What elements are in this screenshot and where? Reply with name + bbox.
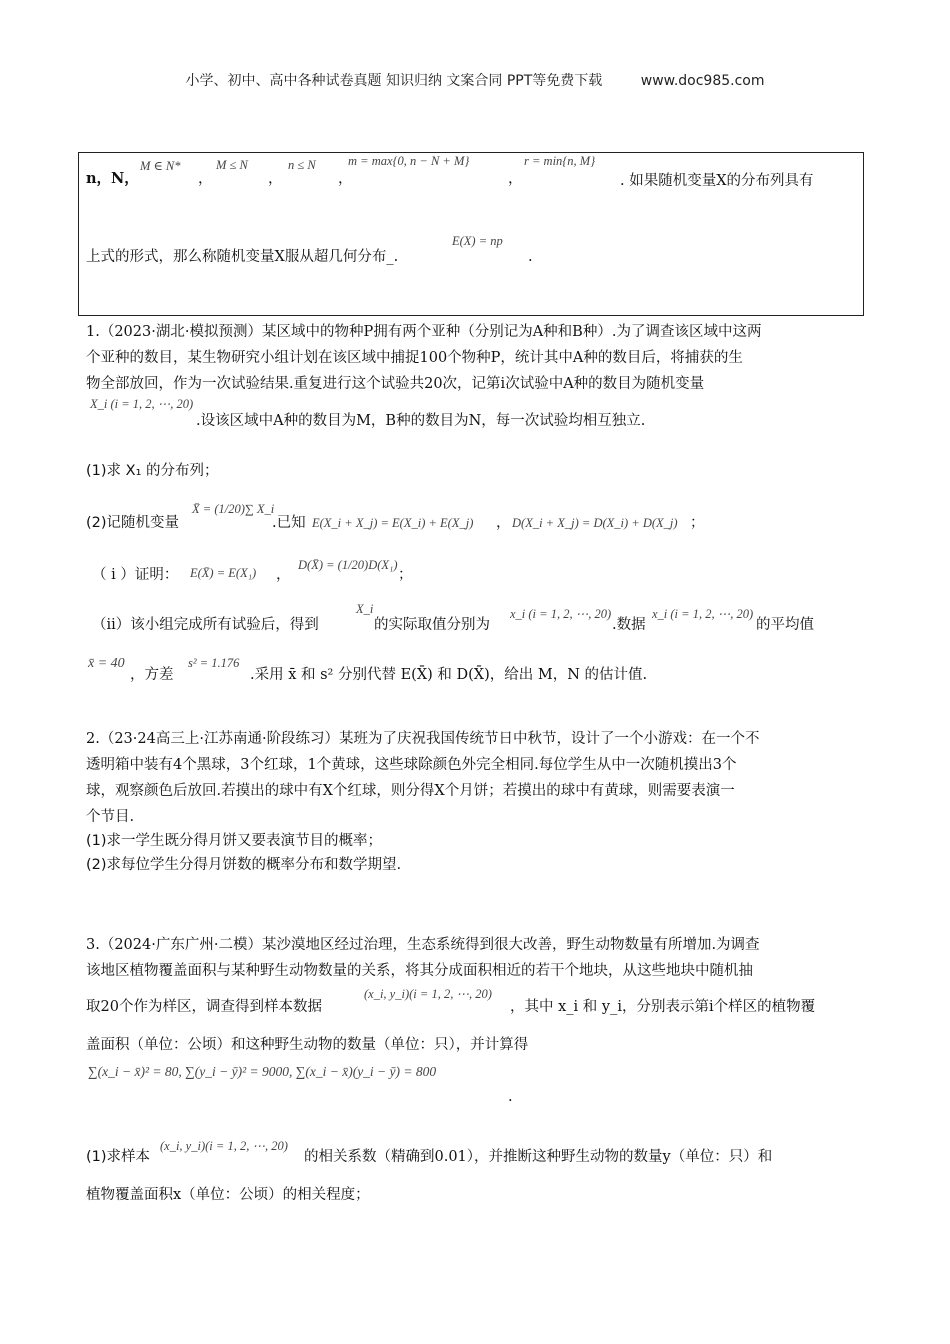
q1-math-mean: x̄ = 40 xyxy=(88,656,125,671)
q1-sub-ii-text: 的实际取值分别为 xyxy=(374,617,490,633)
q1-sub-ii: （ii）该小组完成所有试验后，得到 xyxy=(92,617,319,633)
box-math-5: r = min{n, M} xyxy=(524,154,596,168)
q2-line-4: 个节目. xyxy=(86,809,135,825)
q1-line-2: 个亚种的数目，某生物研究小组计划在该区域中捕捉100个物种P，统计其中A种的数目后，将捕获的生 xyxy=(86,350,743,366)
q1-comma-a: ， xyxy=(496,515,511,531)
q3-line-1: 3.（2024·广东广州·二模）某沙漠地区经过治理，生态系统得到很大改善，野生动物数量有所增加.为调查 xyxy=(86,937,760,953)
q1-math-xi-range-2: x_i (i = 1, 2, ⋯, 20) xyxy=(652,607,754,621)
header-text: 小学、初中、高中各种试卷真题 知识归纳 文案合同 PPT等免费下载 xyxy=(185,73,603,89)
q3-line-3: 取20个作为样区，调查得到样本数据 xyxy=(86,999,322,1015)
q1-estimate: .采用 x̄ 和 s² 分别代替 E(X̄) 和 D(X̄)，给出 M，N 的估计值. xyxy=(250,667,648,683)
q1-sub-i: （ i ）证明： xyxy=(92,567,179,583)
box-comma-1: ， xyxy=(198,171,213,187)
box-vars: n，N， xyxy=(86,170,139,187)
q1-semicolon-a: ； xyxy=(690,515,705,531)
q3-part-1-cont: 植物覆盖面积x（单位：公顷）的相关程度； xyxy=(86,1187,370,1203)
box-math-4: m = max{0, n − N + M} xyxy=(348,154,470,168)
q1-part-2: (2)记随机变量 xyxy=(86,515,180,531)
q2-line-2: 透明箱中装有4个黑球，3个红球，1个黄球，这些球除颜色外完全相同.每位学生从中一次随机摸出3个 xyxy=(86,757,737,773)
q2-line-1: 2.（23·24高三上·江苏南通·阶段练习）某班为了庆祝我国传统节日中秋节，设计了一个小游戏：在一个不 xyxy=(86,731,760,747)
box-comma-4: ， xyxy=(508,171,523,187)
q1-math-exp-sum: E(X_i + X_j) = E(X_i) + E(X_j) xyxy=(312,516,474,530)
q1-math-var-sum: D(X_i + X_j) = D(X_i) + D(X_j) xyxy=(512,516,678,530)
q3-sums-dot: . xyxy=(508,1089,513,1105)
q1-math-xi-2: X_i xyxy=(356,602,374,616)
q1-math-variance: s² = 1.176 xyxy=(188,656,240,670)
box-text-2: 上式的形式，那么称随机变量X服从超几何分布_. xyxy=(86,249,399,265)
q3-math-sample: (x_i, y_i)(i = 1, 2, ⋯, 20) xyxy=(364,987,492,1001)
q3-math-sample-2: (x_i, y_i)(i = 1, 2, ⋯, 20) xyxy=(160,1139,288,1153)
q3-line-2: 该地区植物覆盖面积与某种野生动物数量的关系，将其分成面积相近的若干个地块，从这些地块中随机抽 xyxy=(86,963,753,979)
q1-math-xbar: X̄ = (1/20)∑ X_i xyxy=(192,502,275,516)
q2-part-1: (1)求一学生既分得月饼又要表演节目的概率； xyxy=(86,833,383,849)
q1-data: .数据 xyxy=(612,617,646,633)
header-site[interactable]: www.doc985.com xyxy=(640,73,765,89)
q1-line-4: .设该区域中A种的数目为M，B种的数目为N，每一次试验均相互独立. xyxy=(196,413,646,429)
q1-line-1: 1.（2023·湖北·模拟预测）某区域中的物种P拥有两个亚种（分别记为A种和B种）.为了调查该区域中这两 xyxy=(86,324,762,340)
box-dot: . xyxy=(528,249,533,265)
q1-line-3: 物全部放回，作为一次试验结果.重复进行这个试验共20次，记第i次试验中A种的数目为随机变量 xyxy=(86,376,705,392)
q3-line-3b: ，其中 x_i 和 y_i，分别表示第i个样区的植物覆 xyxy=(510,999,816,1015)
box-comma-2: ， xyxy=(268,171,283,187)
q1-mean-label: 的平均值 xyxy=(756,617,814,633)
q1-part-2-known: .已知 xyxy=(272,515,306,531)
q2-line-3: 球，观察颜色后放回.若摸出的球中有X个红球，则分得X个月饼；若摸出的球中有黄球，则需要表演一 xyxy=(86,783,735,799)
q3-line-4: 盖面积（单位：公顷）和这种野生动物的数量（单位：只），并计算得 xyxy=(86,1037,529,1053)
box-math-3: n ≤ N xyxy=(288,158,316,172)
q1-variance-label: ，方差 xyxy=(130,667,174,683)
q1-comma-b: ， xyxy=(276,567,291,583)
q1-part-1: (1)求 X₁ 的分布列； xyxy=(86,463,219,479)
q1-semicolon-b: ； xyxy=(398,567,413,583)
q3-part-1-text: 的相关系数（精确到0.01），并推断这种野生动物的数量y（单位：只）和 xyxy=(304,1149,773,1165)
q1-math-var-eq: D(X̄) = (1/20)D(X₁) xyxy=(298,558,398,572)
box-math-2: M ≤ N xyxy=(216,158,248,172)
box-comma-3: ， xyxy=(338,171,353,187)
box-math-1: M ∈ N* xyxy=(140,159,181,173)
box-text-1: . 如果随机变量X的分布列具有 xyxy=(620,173,814,189)
q3-math-sums: ∑(x_i − x̄)² = 80, ∑(y_i − ȳ)² = 9000, ∑(x_i − x̄)(y_i − ȳ) = 800 xyxy=(88,1064,437,1079)
q2-part-2: (2)求每位学生分得月饼数的概率分布和数学期望. xyxy=(86,857,402,873)
page-header xyxy=(0,70,950,90)
q3-part-1: (1)求样本 xyxy=(86,1149,151,1165)
box-math-6: E(X) = np xyxy=(452,234,503,248)
q1-math-exp-eq: E(X̄) = E(X₁) xyxy=(190,566,257,580)
q1-math-xi: X_i (i = 1, 2, ⋯, 20) xyxy=(90,397,194,411)
q1-math-xi-range: x_i (i = 1, 2, ⋯, 20) xyxy=(510,607,612,621)
